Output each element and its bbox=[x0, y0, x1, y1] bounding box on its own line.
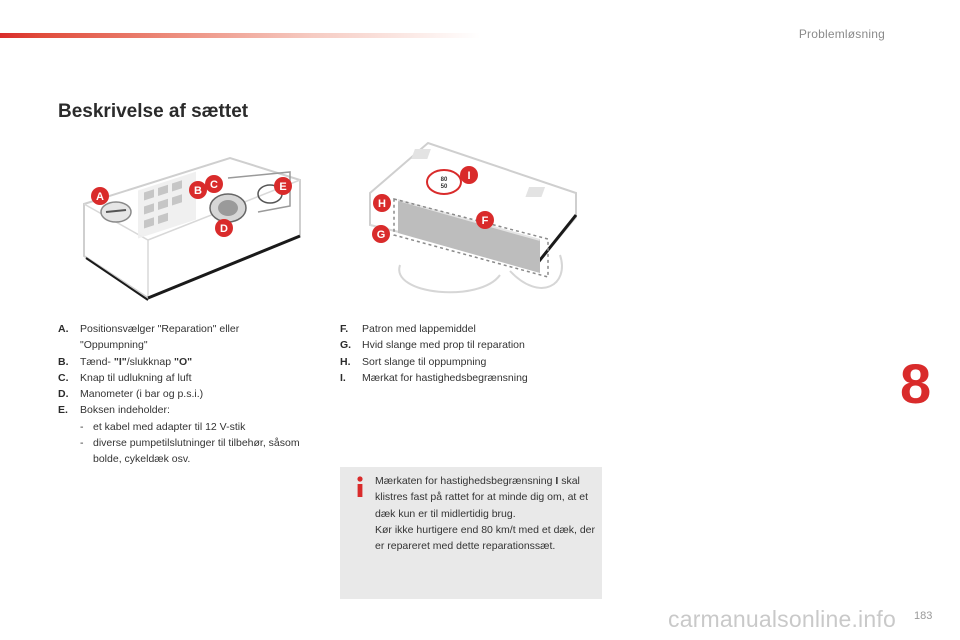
label-b bbox=[189, 181, 207, 199]
watermark: carmanualsonline.info bbox=[668, 606, 896, 632]
legend-item-i bbox=[340, 370, 600, 386]
legend-key: G. bbox=[340, 339, 352, 352]
info-text bbox=[375, 473, 597, 554]
kit-underside-illustration bbox=[360, 135, 582, 303]
svg-text:E: E bbox=[279, 181, 287, 193]
legend-key: E. bbox=[58, 404, 68, 417]
chapter-number: 8 bbox=[900, 352, 932, 415]
legend-text: Hvid slange med prop til reparation bbox=[362, 339, 525, 352]
svg-text:G: G bbox=[376, 229, 386, 241]
svg-text:F: F bbox=[481, 215, 489, 227]
legend-item-d bbox=[58, 386, 308, 402]
info-paragraph-1: Mærkaten for hastighedsbegrænsning I skal klistres fast på rattet for at minde dig om, at et dæk kun er til midlertidig brug. bbox=[375, 475, 589, 520]
svg-text:D: D bbox=[220, 223, 228, 235]
legend-key: I. bbox=[340, 371, 346, 384]
label-e bbox=[274, 177, 292, 195]
legend-text: Mærkat for hastighedsbegrænsning bbox=[362, 371, 528, 384]
svg-text:A: A bbox=[96, 191, 104, 203]
legend-item-e bbox=[58, 402, 308, 418]
label-i bbox=[460, 166, 478, 184]
svg-text:H: H bbox=[378, 198, 386, 210]
legend-text: Tænd- "I"/slukknap "O" bbox=[80, 355, 193, 368]
legend-left bbox=[58, 321, 308, 468]
legend-text: Patron med lappemiddel bbox=[362, 323, 476, 335]
legend-key: D. bbox=[58, 388, 69, 401]
legend-subitem: - diverse pumpetilslutninger til tilbehør, såsom bolde, cykeldæk osv. bbox=[80, 437, 300, 466]
label-a bbox=[91, 187, 109, 205]
label-d bbox=[215, 219, 233, 237]
top-accent-bar bbox=[0, 33, 480, 38]
svg-text:50: 50 bbox=[440, 184, 448, 190]
legend-item-b bbox=[58, 354, 308, 370]
label-g bbox=[372, 225, 390, 243]
legend-item-h bbox=[340, 354, 600, 370]
info-paragraph-2: Kør ikke hurtigere end 80 km/t med et dæk, der er repareret med dette reparationssæt. bbox=[375, 523, 596, 553]
compressor-illustration bbox=[78, 148, 308, 310]
legend-item-g bbox=[340, 337, 600, 353]
legend-key: C. bbox=[58, 371, 69, 384]
info-icon bbox=[353, 476, 367, 498]
page-heading: Beskrivelse af sættet bbox=[58, 101, 249, 122]
speed-sticker bbox=[427, 170, 461, 194]
legend-text: Manometer (i bar og p.s.i.) bbox=[80, 388, 204, 401]
label-h bbox=[373, 194, 391, 212]
legend-subitem: - et kabel med adapter til 12 V-stik bbox=[80, 420, 246, 433]
legend-text: Boksen indeholder: bbox=[80, 404, 170, 417]
section-title: Problemløsning bbox=[798, 27, 885, 41]
svg-text:B: B bbox=[194, 185, 202, 197]
legend-key: A. bbox=[58, 323, 69, 335]
page-number: 183 bbox=[914, 610, 933, 622]
legend-text: Positionsvælger "Reparation" eller "Oppumpning" bbox=[80, 323, 240, 352]
selector-dial bbox=[101, 202, 131, 222]
label-c bbox=[205, 175, 223, 193]
legend-text: Sort slange til oppumpning bbox=[362, 355, 487, 368]
svg-text:C: C bbox=[210, 179, 218, 191]
legend-key: B. bbox=[58, 355, 69, 368]
legend-item-a bbox=[58, 321, 308, 354]
legend-right bbox=[340, 321, 600, 386]
legend-text: Knap til udlukning af luft bbox=[80, 371, 192, 384]
manometer bbox=[210, 194, 246, 222]
legend-key: H. bbox=[340, 355, 351, 368]
label-f bbox=[476, 211, 494, 229]
legend-item-c bbox=[58, 370, 308, 386]
legend-key: F. bbox=[340, 323, 349, 335]
svg-text:80: 80 bbox=[440, 177, 448, 183]
svg-text:I: I bbox=[467, 170, 471, 182]
legend-item-f bbox=[340, 321, 600, 337]
